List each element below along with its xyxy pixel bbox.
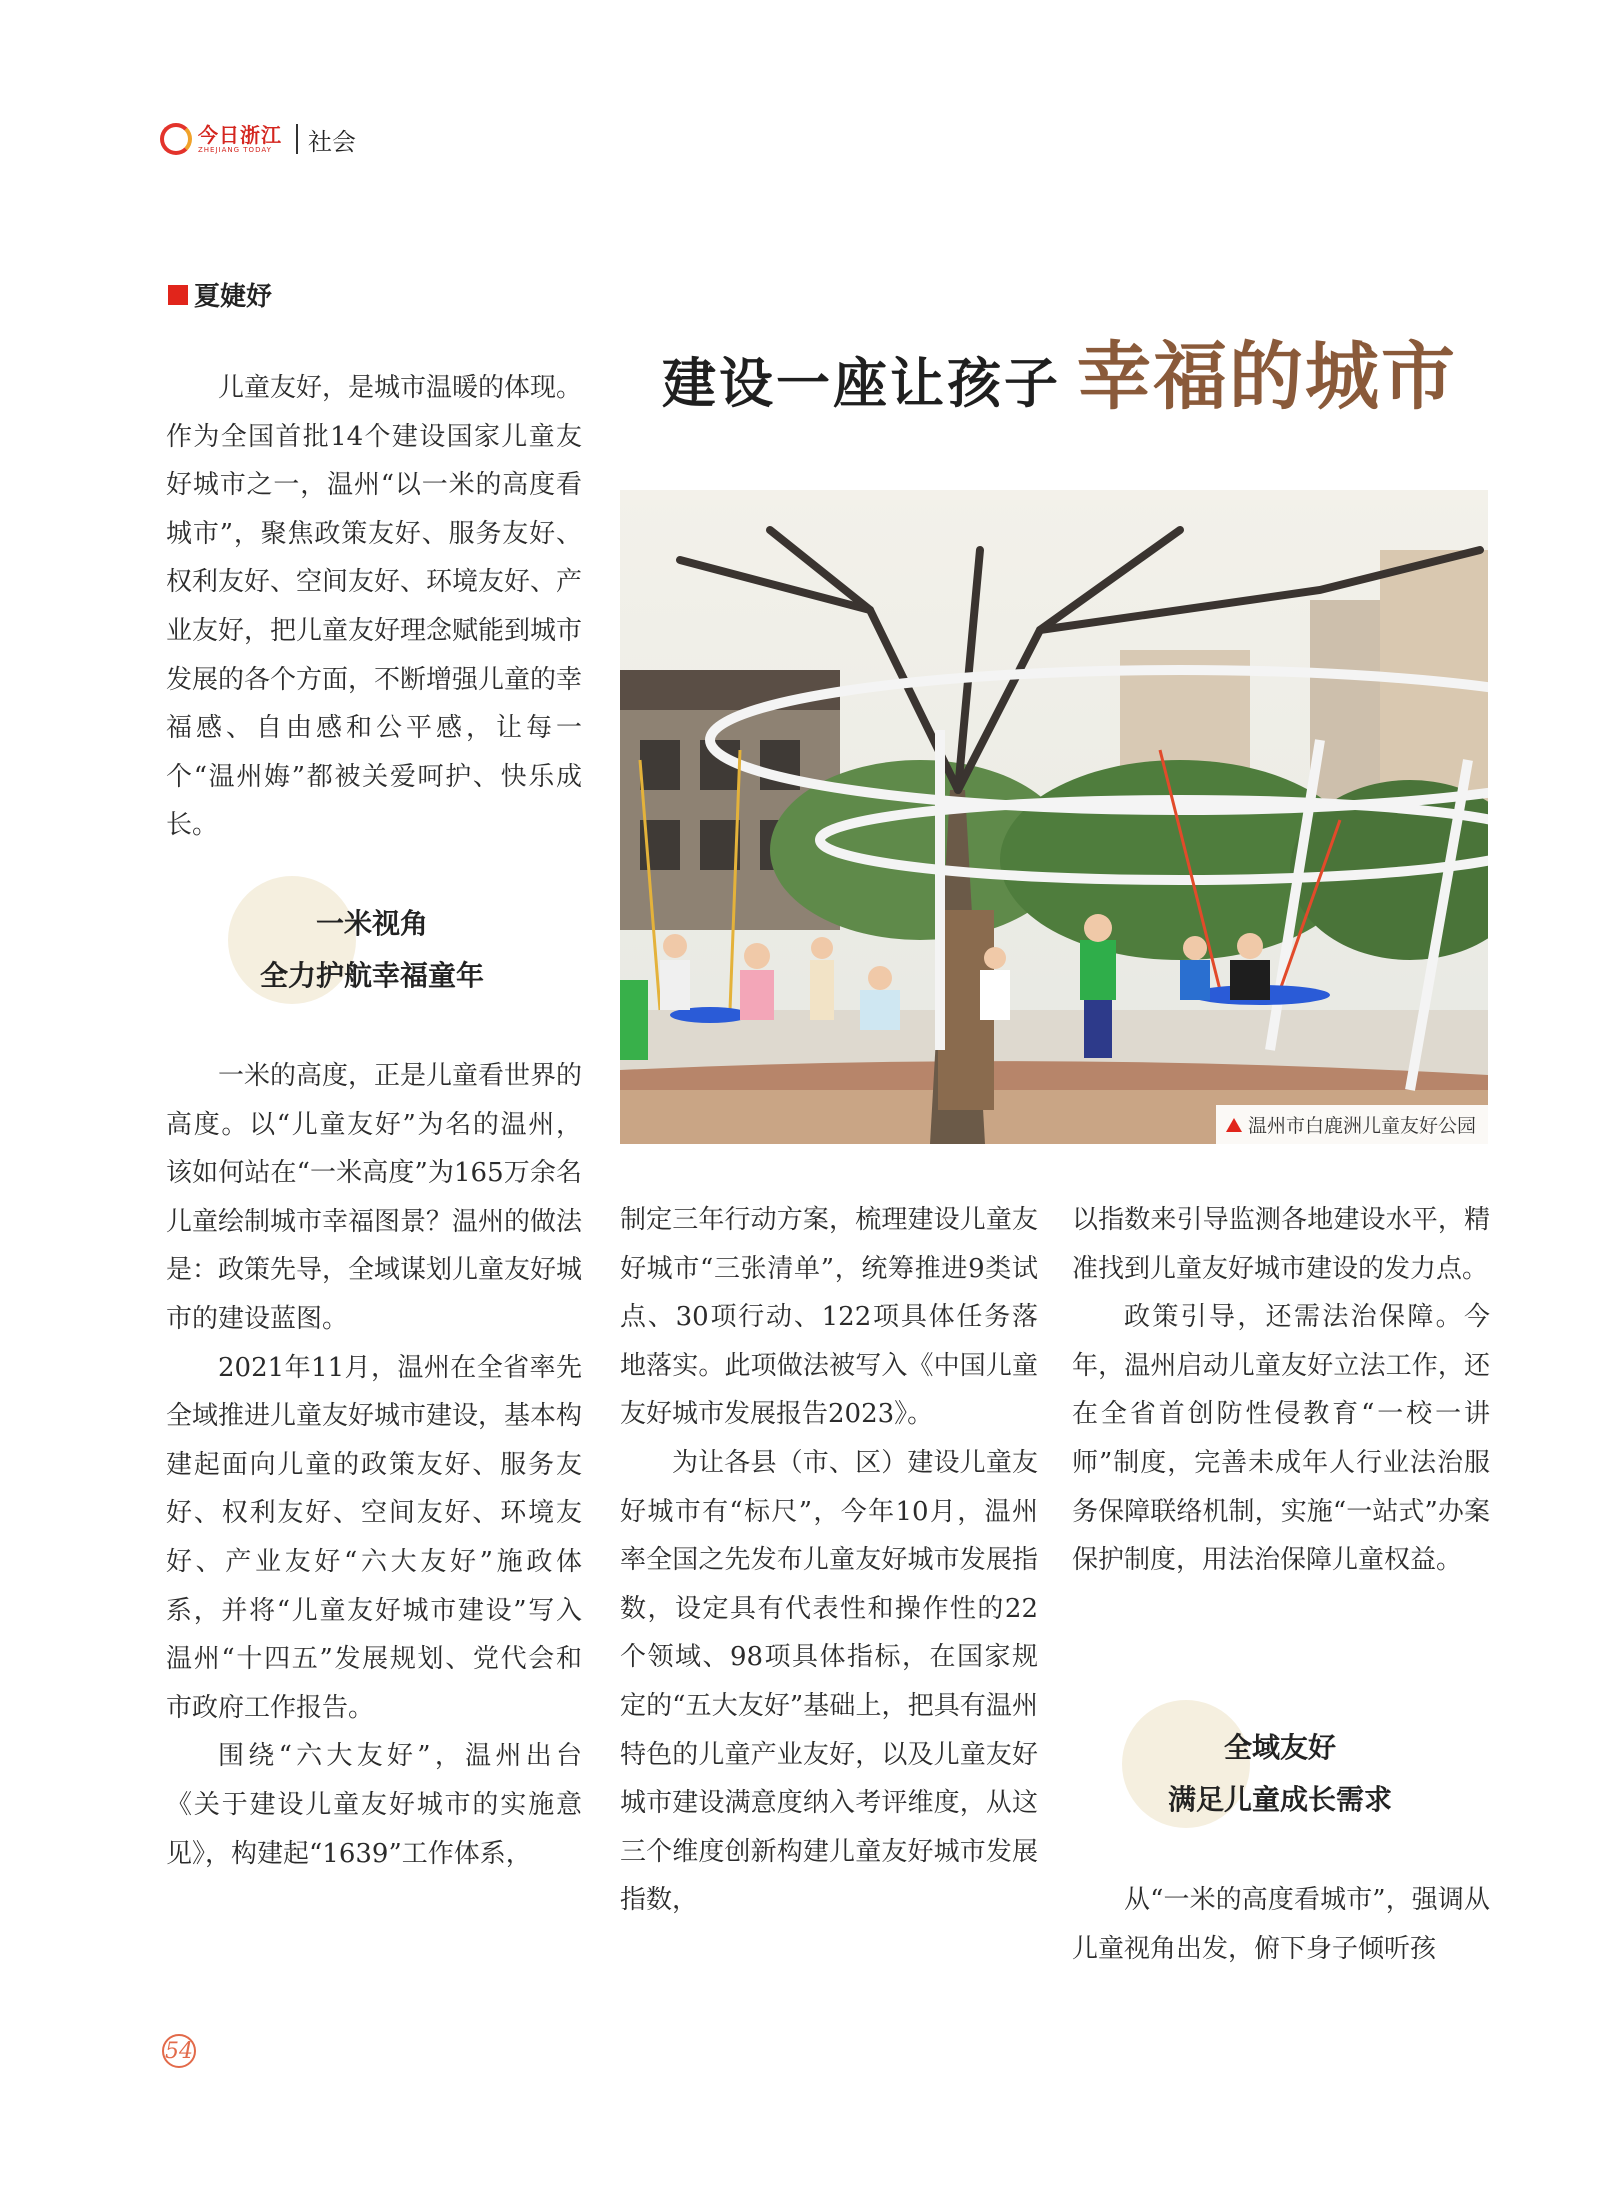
title-part-2: 幸福的城市 xyxy=(1077,334,1457,420)
intro-paragraph: 儿童友好，是城市温暖的体现。作为全国首批14个建设国家儿童友好城市之一，温州“以一米的高度看城市”，聚焦政策友好、服务友好、权利友好、空间友好、环境友好、产业友好，把儿童友好理念赋能到城市发展的各个方面，不断增强儿童的幸福感、自由感和公平感，让每一个“温州娒”都被关爱呵护、快乐成长。 xyxy=(166,373,583,841)
section-label: 社会 xyxy=(308,127,356,156)
title-part-1: 建设一座让孩子 xyxy=(662,351,1061,415)
column-3-tail xyxy=(1072,1876,1490,1973)
section-heading-1 xyxy=(162,898,582,1002)
page-number: 54 xyxy=(162,2034,196,2068)
paragraph: 政策引导，还需法治保障。今年，温州启动儿童友好立法工作，还在全省首创防性侵教育“一校一讲师”制度，完善未成年人行业法治服务保障联络机制，实施“一站式”办案保护制度，用法治保障儿童权益。 xyxy=(1072,1302,1490,1576)
magazine-logo-text xyxy=(198,122,282,154)
column-1-body xyxy=(166,1052,582,1878)
red-square-icon xyxy=(168,285,188,305)
section-heading-2-line1: 全域友好 xyxy=(1223,1731,1336,1764)
section-heading-1-line1: 一米视角 xyxy=(315,907,428,940)
paragraph: 为让各县（市、区）建设儿童友好城市有“标尺”，今年10月，温州率全国之先发布儿童友好城市发展指数，设定具有代表性和操作性的22个领域、98项具体指标，在国家规定的“五大友好”基础上，把具有温州特色的儿童产业友好，以及儿童友好城市建设满意度纳入考评维度，从这三个维度创新构建儿童友好城市发展指数， xyxy=(620,1447,1038,1916)
article-title xyxy=(662,318,1457,418)
paragraph: 从“一米的高度看城市”，强调从儿童视角出发，俯下身子倾听孩 xyxy=(1072,1885,1490,1964)
magazine-brand xyxy=(160,118,356,160)
section-heading-1-line2: 全力护航幸福童年 xyxy=(259,959,484,992)
paragraph: 围绕“六大友好”，温州出台《关于建设儿童友好城市的实施意见》，构建起“1639”工作体系， xyxy=(166,1741,582,1869)
column-3-body xyxy=(1072,1196,1490,1585)
paragraph: 2021年11月，温州在全省率先全域推进儿童友好城市建设，基本构建起面向儿童的政策友好、服务友好、权利友好、空间友好、环境友好、产业友好“六大友好”施政体系，并将“儿童友好城市建设”写入温州“十四五”发展规划、党代会和市政府工作报告。 xyxy=(166,1352,583,1723)
section-heading-2-line2: 满足儿童成长需求 xyxy=(1167,1783,1392,1816)
intro-column xyxy=(166,364,582,850)
paragraph: 以指数来引导监测各地建设水平，精准找到儿童友好城市建设的发力点。 xyxy=(1072,1205,1490,1284)
article-photo xyxy=(620,490,1488,1144)
section-heading-2 xyxy=(1070,1722,1490,1826)
author-byline xyxy=(168,276,272,313)
paragraph: 制定三年行动方案，梳理建设儿童友好城市“三张清单”，统筹推进9类试点、30项行动、122项具体任务落地落实。此项做法被写入《中国儿童友好城市发展报告2023》。 xyxy=(620,1205,1038,1430)
paragraph: 一米的高度，正是儿童看世界的高度。以“儿童友好”为名的温州，该如何站在“一米高度”为165万余名儿童绘制城市幸福图景？温州的做法是：政策先导，全域谋划儿童友好城市的建设蓝图。 xyxy=(166,1061,583,1334)
brand-name-cn: 今日浙江 xyxy=(198,122,282,147)
column-2-body xyxy=(620,1196,1038,1925)
photo-caption xyxy=(1216,1105,1488,1144)
park-swing-illustration xyxy=(620,490,1488,1144)
triangle-marker-icon xyxy=(1226,1118,1242,1132)
header-divider xyxy=(296,124,298,154)
author-name: 夏婕妤 xyxy=(194,282,273,312)
photo-caption-text: 温州市白鹿洲儿童友好公园 xyxy=(1247,1115,1476,1137)
brand-name-en: ZHEJIANG TODAY xyxy=(198,145,272,154)
magazine-logo-icon xyxy=(160,123,192,155)
